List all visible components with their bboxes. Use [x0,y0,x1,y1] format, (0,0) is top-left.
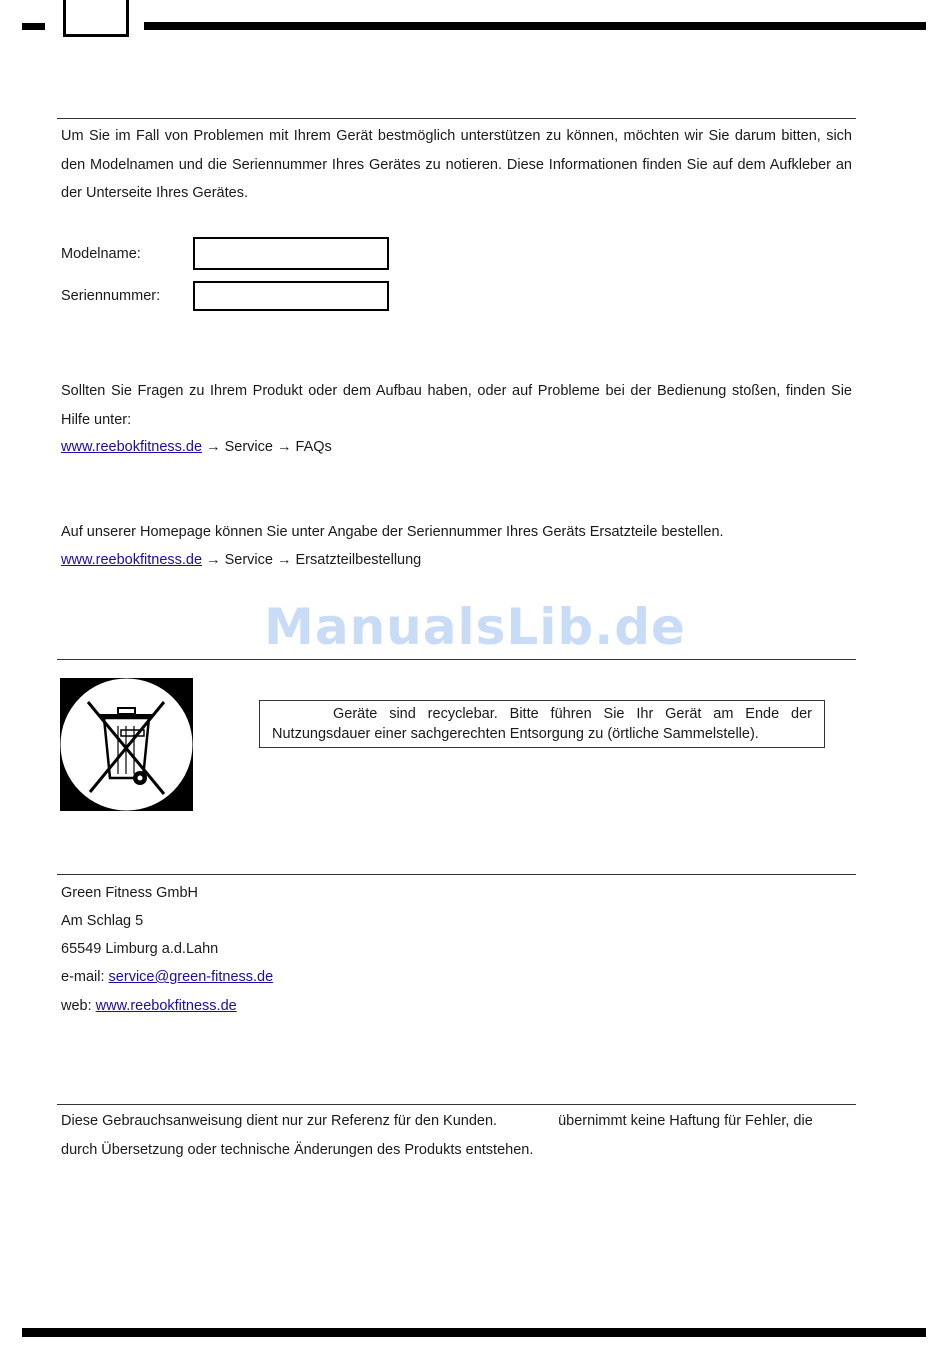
watermark: ManualsLib.de [264,598,686,656]
disclaimer [61,1107,852,1164]
web-link[interactable]: www.reebokfitness.de [95,998,237,1014]
page-number-box [63,0,129,37]
company-street: Am Schlag 5 [61,913,144,929]
disclaimer-part1: Diese Gebrauchsanweisung dient nur zur Referenz für den Kunden. [61,1113,498,1129]
recycling-notice [259,700,825,748]
model-label: Modelname: [61,246,141,262]
parts-text: Auf unserer Homepage können Sie unter Angabe der Seriennummer Ihres Geräts Ersatzteile bestellen. [61,524,724,540]
company-city: 65549 Limburg a.d.Lahn [61,941,219,957]
help-path: → Service → FAQs [206,439,332,455]
serial-input[interactable] [193,281,389,311]
header-bar-right [144,22,926,30]
section-divider [57,659,856,660]
serial-label: Seriennummer: [61,288,161,304]
parts-link[interactable]: www.reebokfitness.de [61,552,203,568]
company-email-line [61,963,273,991]
email-link[interactable]: service@green-fitness.de [108,969,274,985]
email-label: e-mail: [61,969,105,985]
crossed-out-wheelie-bin-icon [60,678,193,811]
company-name: Green Fitness GmbH [61,885,198,901]
section-divider [57,1104,856,1105]
company-web-line [61,992,237,1020]
intro-text: Um Sie im Fall von Problemen mit Ihrem Gerät bestmöglich unterstützen zu können, möchten wir Sie darum bitten, sich den Modelnamen und die Seriennummer Ihres Gerätes zu notieren. Diese Informationen finden Sie auf dem Aufkleber an der Unterseite Ihres Gerätes. [61,128,852,201]
help-link[interactable]: www.reebokfitness.de [61,439,203,455]
recycling-text: Geräte sind recyclebar. Bitte führen Sie Ihr Gerät am Ende der Nutzungsdauer einer sachgerechten Entsorgung zu (örtliche Sammelstelle). [272,706,812,742]
model-input[interactable] [193,237,389,270]
section-divider [57,118,856,119]
section-divider [57,874,856,875]
footer-bar [22,1328,926,1337]
header-bar-left [22,23,45,30]
parts-path: → Service → Ersatzteilbestellung [206,552,422,568]
web-label: web: [61,998,92,1014]
help-link-line [61,433,332,461]
help-text: Sollten Sie Fragen zu Ihrem Produkt oder dem Aufbau haben, oder auf Probleme bei der Bedienung stoßen, finden Sie Hilfe unter: [61,383,852,428]
disclaimer-part2: übernimmt keine Haftung für Fehler, die durch Übersetzung oder technische Änderungen des Produkts entstehen. [61,1113,813,1158]
parts-link-line [61,546,421,574]
